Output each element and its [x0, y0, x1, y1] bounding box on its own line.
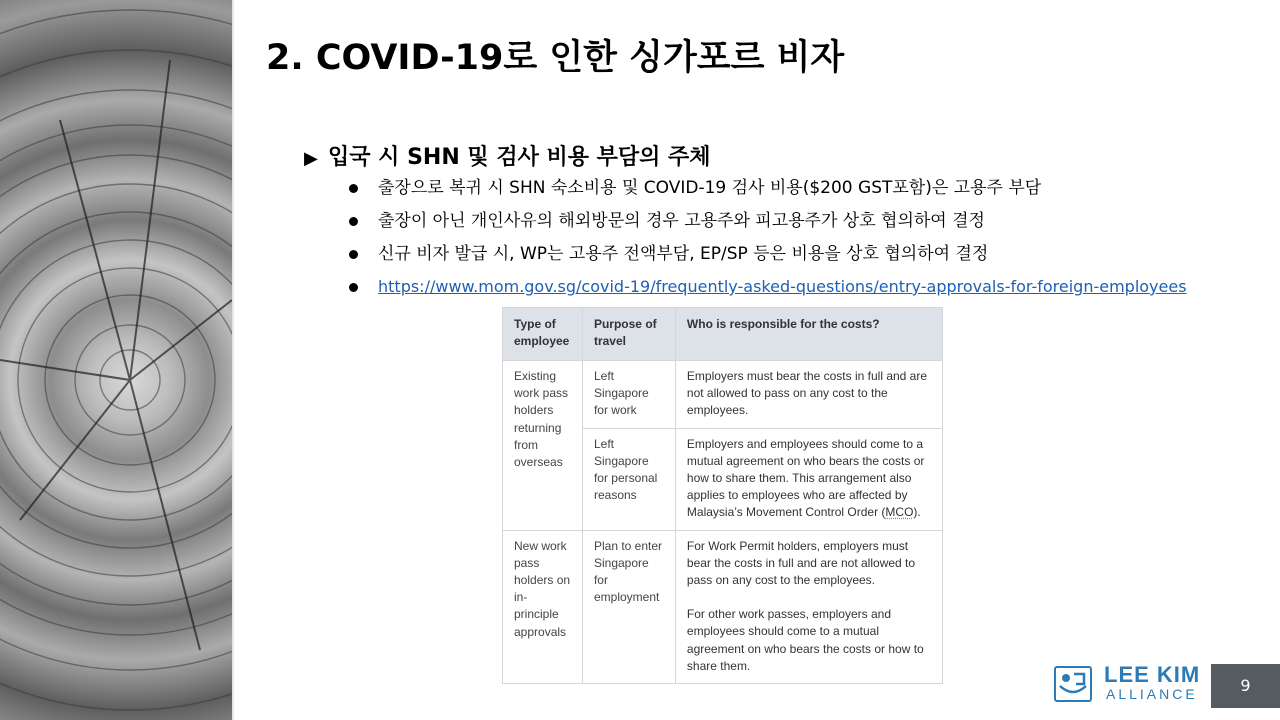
bullet-dot-icon [349, 217, 358, 226]
cell-cost-text-end: ). [913, 505, 921, 520]
cell-cost-paragraph: For Work Permit holders, employers must bear the costs in full and are not allowed to pass on any cost to the employees. [686, 538, 916, 588]
mco-abbreviation: MCO [885, 505, 914, 520]
triangle-bullet-icon: ▶ [304, 148, 318, 169]
cell-cost-paragraph: For other work passes, employers and employees should come to a mutual agreement on who bears the costs or how to share them. [686, 607, 924, 673]
list-item [346, 275, 1187, 308]
wood-texture-image [0, 0, 232, 720]
section-heading-text: 입국 시 SHN 및 검사 비용 부담의 주체 [328, 145, 711, 170]
header-type-of-employee: Type of employee [503, 308, 583, 361]
table-header-row [503, 308, 943, 361]
lee-kim-alliance-logo [1054, 664, 1204, 704]
logo-mark-icon [1054, 666, 1092, 702]
slide-title: 2. COVID-19로 인한 싱가포르 비자 [266, 38, 845, 78]
list-item-text: 출장이 아닌 개인사유의 해외방문의 경우 고용주와 피고용주가 상호 협의하여 결정 [378, 211, 985, 231]
bullet-dot-icon [349, 184, 358, 193]
cost-responsibility-table [502, 307, 943, 684]
table-row [503, 530, 943, 683]
cell-cost [675, 530, 942, 683]
cell-employee-type: New work pass holders on in-principle approvals [503, 530, 583, 683]
bullet-dot-icon [349, 250, 358, 259]
list-item-text: 출장으로 복귀 시 SHN 숙소비용 및 COVID-19 검사 비용($200 GST포함)은 고용주 부담 [378, 178, 1042, 198]
cell-purpose: Left Singapore for personal reasons [582, 428, 675, 530]
list-item-text: 신규 비자 발급 시, WP는 고용주 전액부담, EP/SP 등은 비용을 상호 협의하여 결정 [378, 244, 989, 264]
logo-name: LEE KIM [1104, 662, 1201, 687]
cell-employee-type: Existing work pass holders returning from overseas [503, 361, 583, 531]
table-row [503, 361, 943, 429]
header-purpose-of-travel: Purpose of travel [582, 308, 675, 361]
cell-purpose: Left Singapore for work [582, 361, 675, 429]
header-cost-responsibility: Who is responsible for the costs? [675, 308, 942, 361]
list-item [346, 242, 1187, 275]
cell-cost-text: Employers and employees should come to a mutual agreement on who bears the costs or how to share them. This arrangement also applies to employees who are affected by Malaysia’s Movement Control Order ( [686, 436, 925, 520]
bullet-list [346, 176, 1187, 308]
cell-cost [675, 428, 942, 530]
section-heading [304, 140, 711, 171]
page-number: 9 [1211, 664, 1280, 708]
wood-edge-divider [232, 0, 234, 720]
cell-cost: Employers must bear the costs in full and are not allowed to pass on any cost to the employees. [675, 361, 942, 429]
mom-faq-link[interactable]: https://www.mom.gov.sg/covid-19/frequently-asked-questions/entry-approvals-for-foreign-employees [378, 277, 1187, 296]
logo-subtitle: ALLIANCE [1106, 686, 1198, 702]
bullet-dot-icon [349, 283, 358, 292]
wood-rings [0, 0, 232, 720]
logo-symbol-icon [1056, 668, 1090, 700]
list-item [346, 176, 1187, 209]
list-item [346, 209, 1187, 242]
cell-purpose: Plan to enter Singapore for employment [582, 530, 675, 683]
